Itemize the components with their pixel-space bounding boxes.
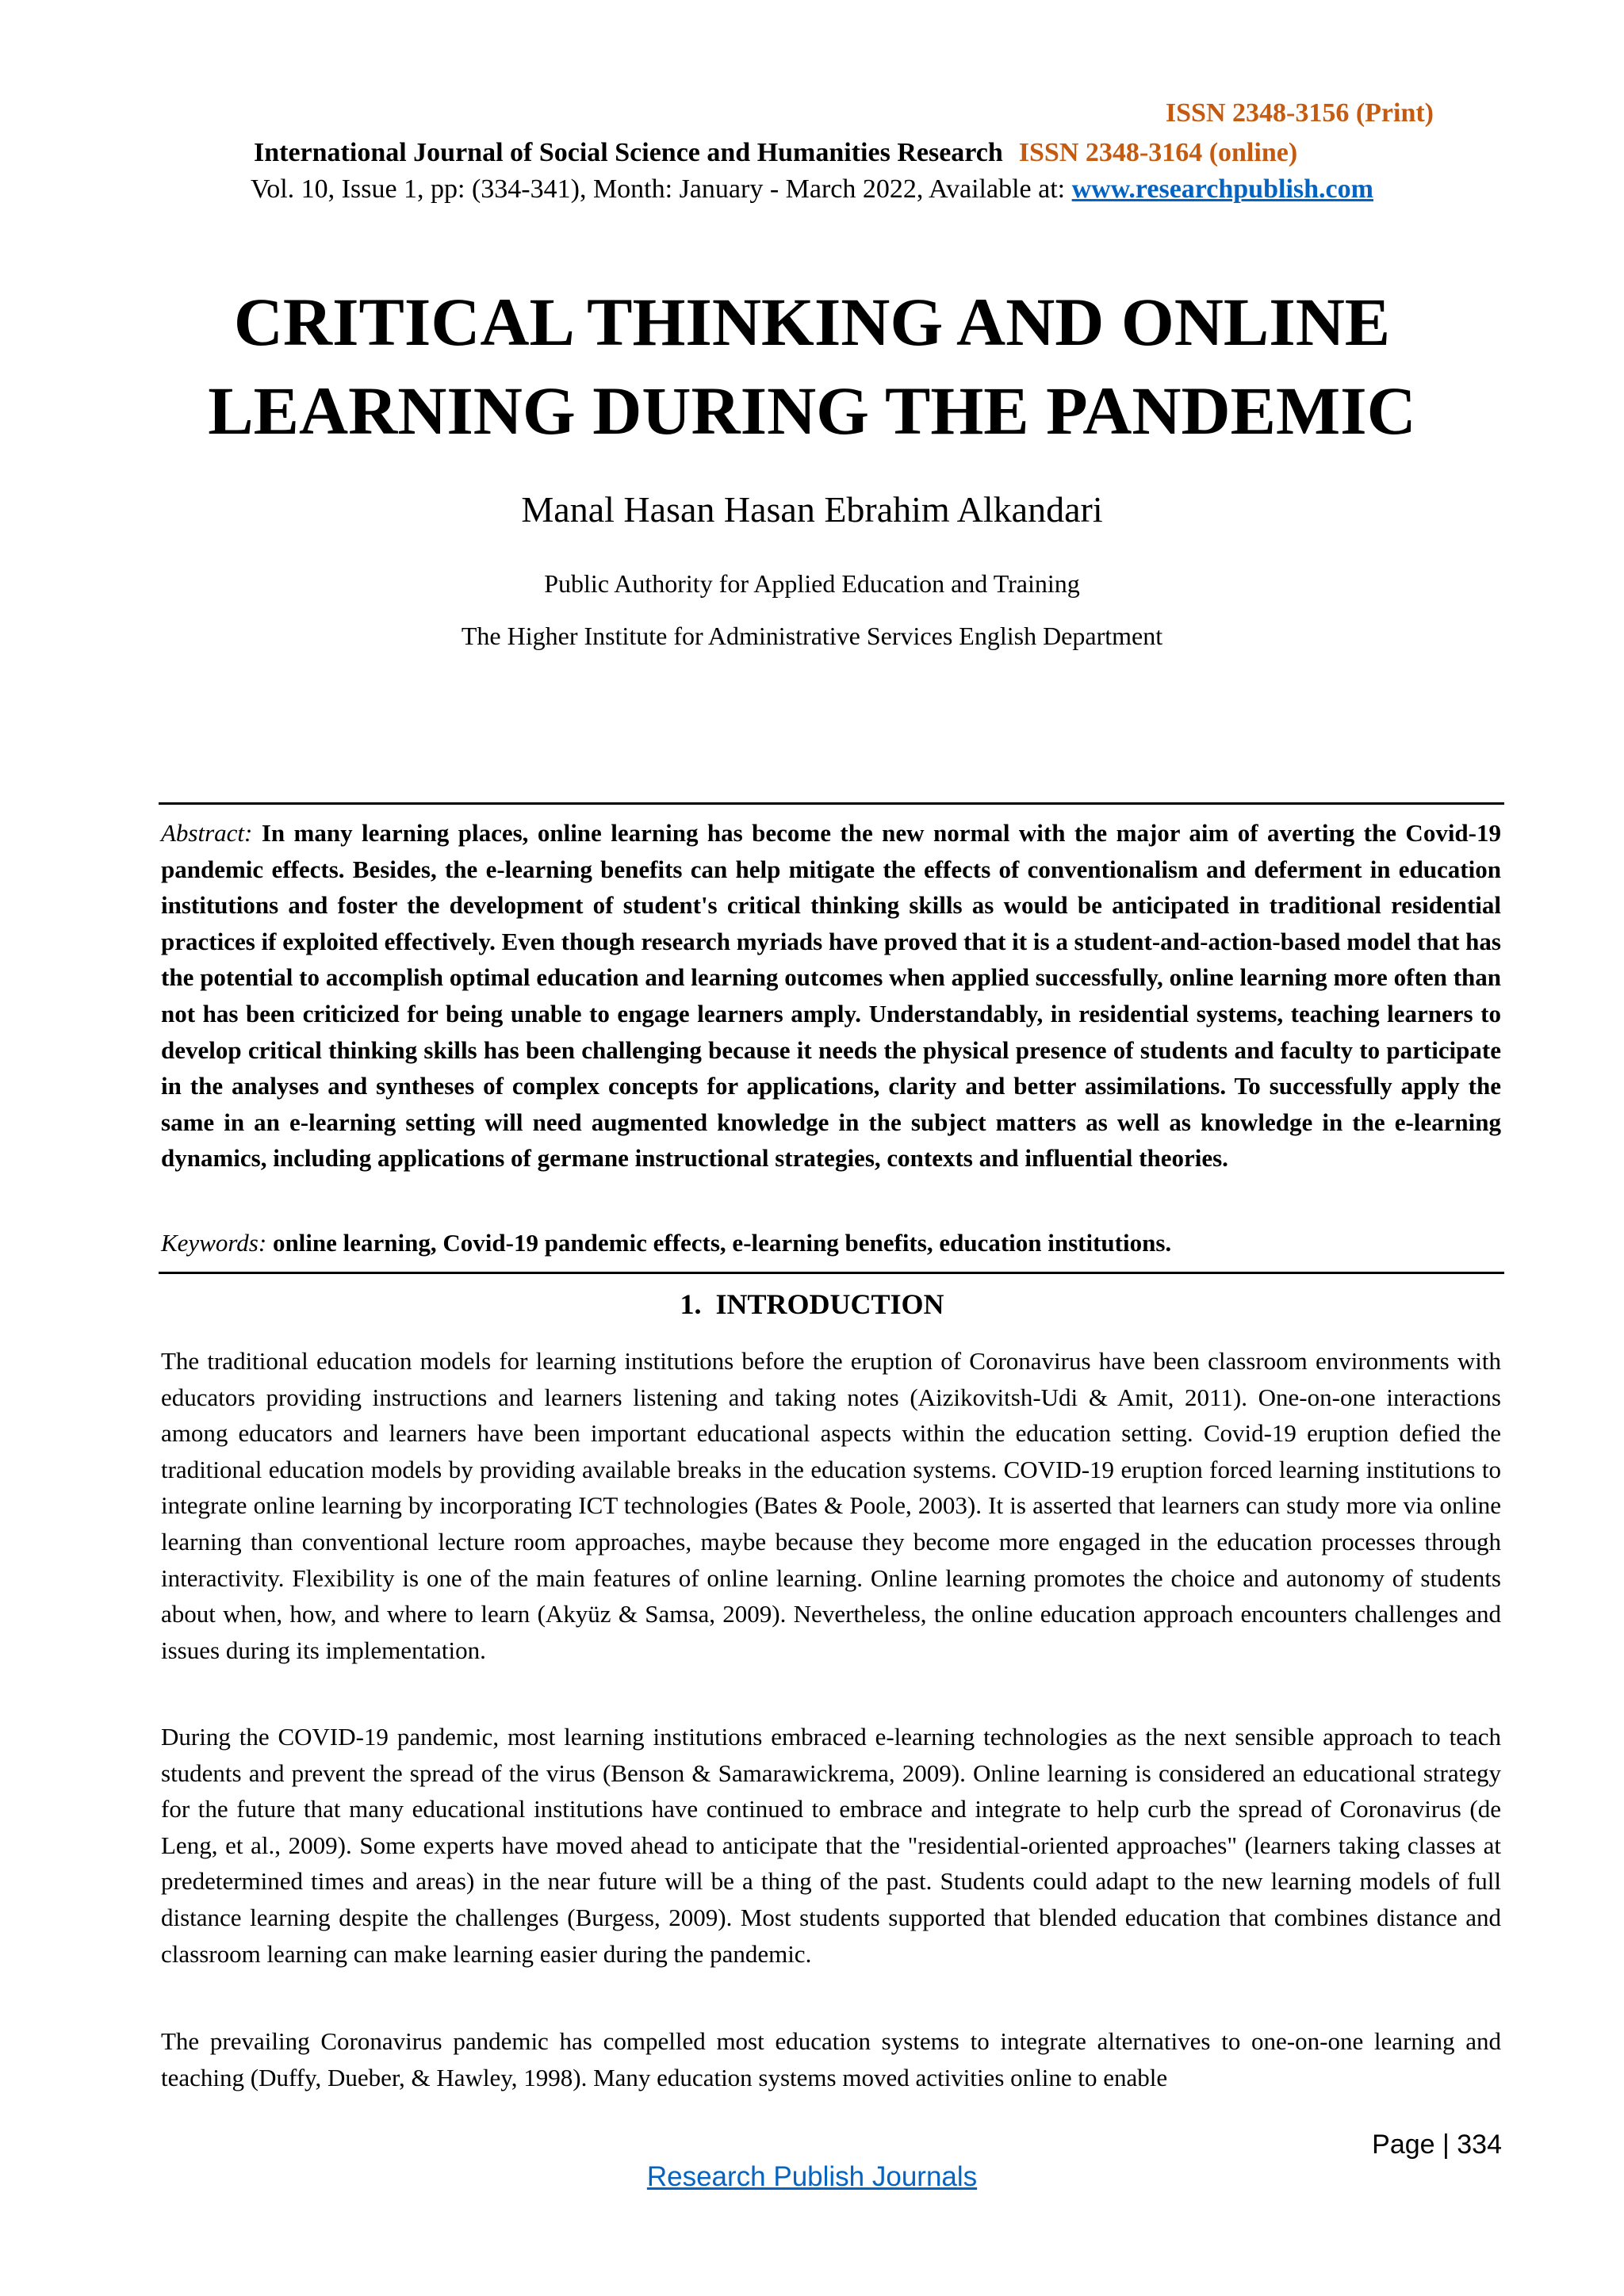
divider-top	[159, 802, 1504, 805]
journal-website-link[interactable]: www.researchpublish.com	[1071, 174, 1373, 204]
section-title: INTRODUCTION	[715, 1288, 944, 1320]
title-line-2: LEARNING DURING THE PANDEMIC	[208, 373, 1416, 449]
divider-bottom	[159, 1272, 1504, 1274]
paragraph-3: The prevailing Coronavirus pandemic has compelled most education systems to integrate alternatives to one-on-one learning and teaching (Duffy, Dueber, & Hawley, 1998). Many education systems moved activities online to enable	[161, 2027, 1501, 2091]
paper-title	[0, 277, 1624, 455]
affiliation-2: The Higher Institute for Administrative Services English Department	[461, 622, 1163, 650]
keywords-label: Keywords:	[161, 1229, 267, 1257]
issn-online: ISSN 2348-3164 (online)	[1018, 138, 1298, 167]
affiliation-1: Public Authority for Applied Education and Training	[544, 569, 1080, 598]
journal-name: International Journal of Social Science and Humanities Research	[254, 138, 1003, 167]
volume-line	[0, 174, 1624, 205]
abstract-label: Abstract:	[161, 819, 253, 847]
section-heading	[0, 1288, 1624, 1321]
issn-print: ISSN 2348-3156 (Print)	[1165, 98, 1434, 128]
abstract-text: In many learning places, online learning has become the new normal with the major aim of averting the Covid-19 pandemic effects. Besides, the e-learning benefits can help mitigate the effects of conventionalism and deferment in education institutions and foster the development of student's critical thinking skills as would be anticipated in traditional residential practices if exploited effectively. Even though research myriads have proved that it is a student-and-action-based model that has the potential to accomplish optimal education and learning outcomes when applied successfully, online learning more often than not has been criticized for being unable to engage learners amply. Understandably, in residential systems, teaching learners to develop critical thinking skills has been challenging because it needs the physical presence of students and faculty to participate in the analyses and syntheses of complex concepts for applications, clarity and better assimilations. To successfully apply the same in an e-learning setting will need augmented knowledge in the subject matters as well as knowledge in the e-learning dynamics, including applications of germane instructional strategies, contexts and influential theories.	[161, 819, 1501, 1173]
author-name: Manal Hasan Hasan Ebrahim Alkandari	[521, 489, 1103, 530]
section-number: 1.	[680, 1288, 702, 1320]
keywords-text: online learning, Covid-19 pandemic effects, e-learning benefits, education institutions.	[272, 1229, 1172, 1257]
title-line-1: CRITICAL THINKING AND ONLINE	[233, 284, 1391, 360]
paragraph-1: The traditional education models for learning institutions before the eruption of Coronavirus have been classroom environments with educators providing instructions and learners listening and taking notes (Aizikovitsh-Udi & Amit, 2011). One-on-one interactions among educators and learners have been important educational aspects within the education setting. Covid-19 eruption defied the traditional education models by providing available breaks in the education systems. COVID-19 eruption forced learning institutions to integrate online learning by incorporating ICT technologies (Bates & Poole, 2003). It is asserted that learners can study more via online learning than conventional lecture room approaches, maybe because they become more engaged in the education processes through interactivity. Flexibility is one of the main features of online learning. Online learning promotes the choice and autonomy of students about when, how, and where to learn (Akyüz & Samsa, 2009). Nevertheless, the online education approach encounters challenges and issues during its implementation.	[161, 1347, 1501, 1664]
publisher-link[interactable]: Research Publish Journals	[646, 2161, 978, 2192]
volume-info: Vol. 10, Issue 1, pp: (334-341), Month: January - March 2022, Available at:	[251, 174, 1066, 204]
page-number: Page | 334	[1372, 2130, 1502, 2160]
abstract	[161, 815, 1501, 1177]
journal-header	[254, 138, 1297, 168]
paragraph-2: During the COVID-19 pandemic, most learning institutions embraced e-learning technologies as the next sensible approach to teach students and prevent the spread of the virus (Benson & Samarawickrema, 2009). Online learning is considered an educational strategy for the future that many educational institutions have continued to embrace and integrate to help curb the spread of Coronavirus (de Leng, et al., 2009). Some experts have moved ahead to anticipate that the "residential-oriented approaches" (learners taking classes at predetermined times and areas) in the near future will be a thing of the past. Students could adapt to the new learning models of full distance learning despite the challenges (Burgess, 2009). Most students supported that blended education that combines distance and classroom learning can make learning easier during the pandemic.	[161, 1723, 1501, 1968]
keywords	[161, 1229, 1501, 1257]
footer	[0, 2161, 1624, 2193]
